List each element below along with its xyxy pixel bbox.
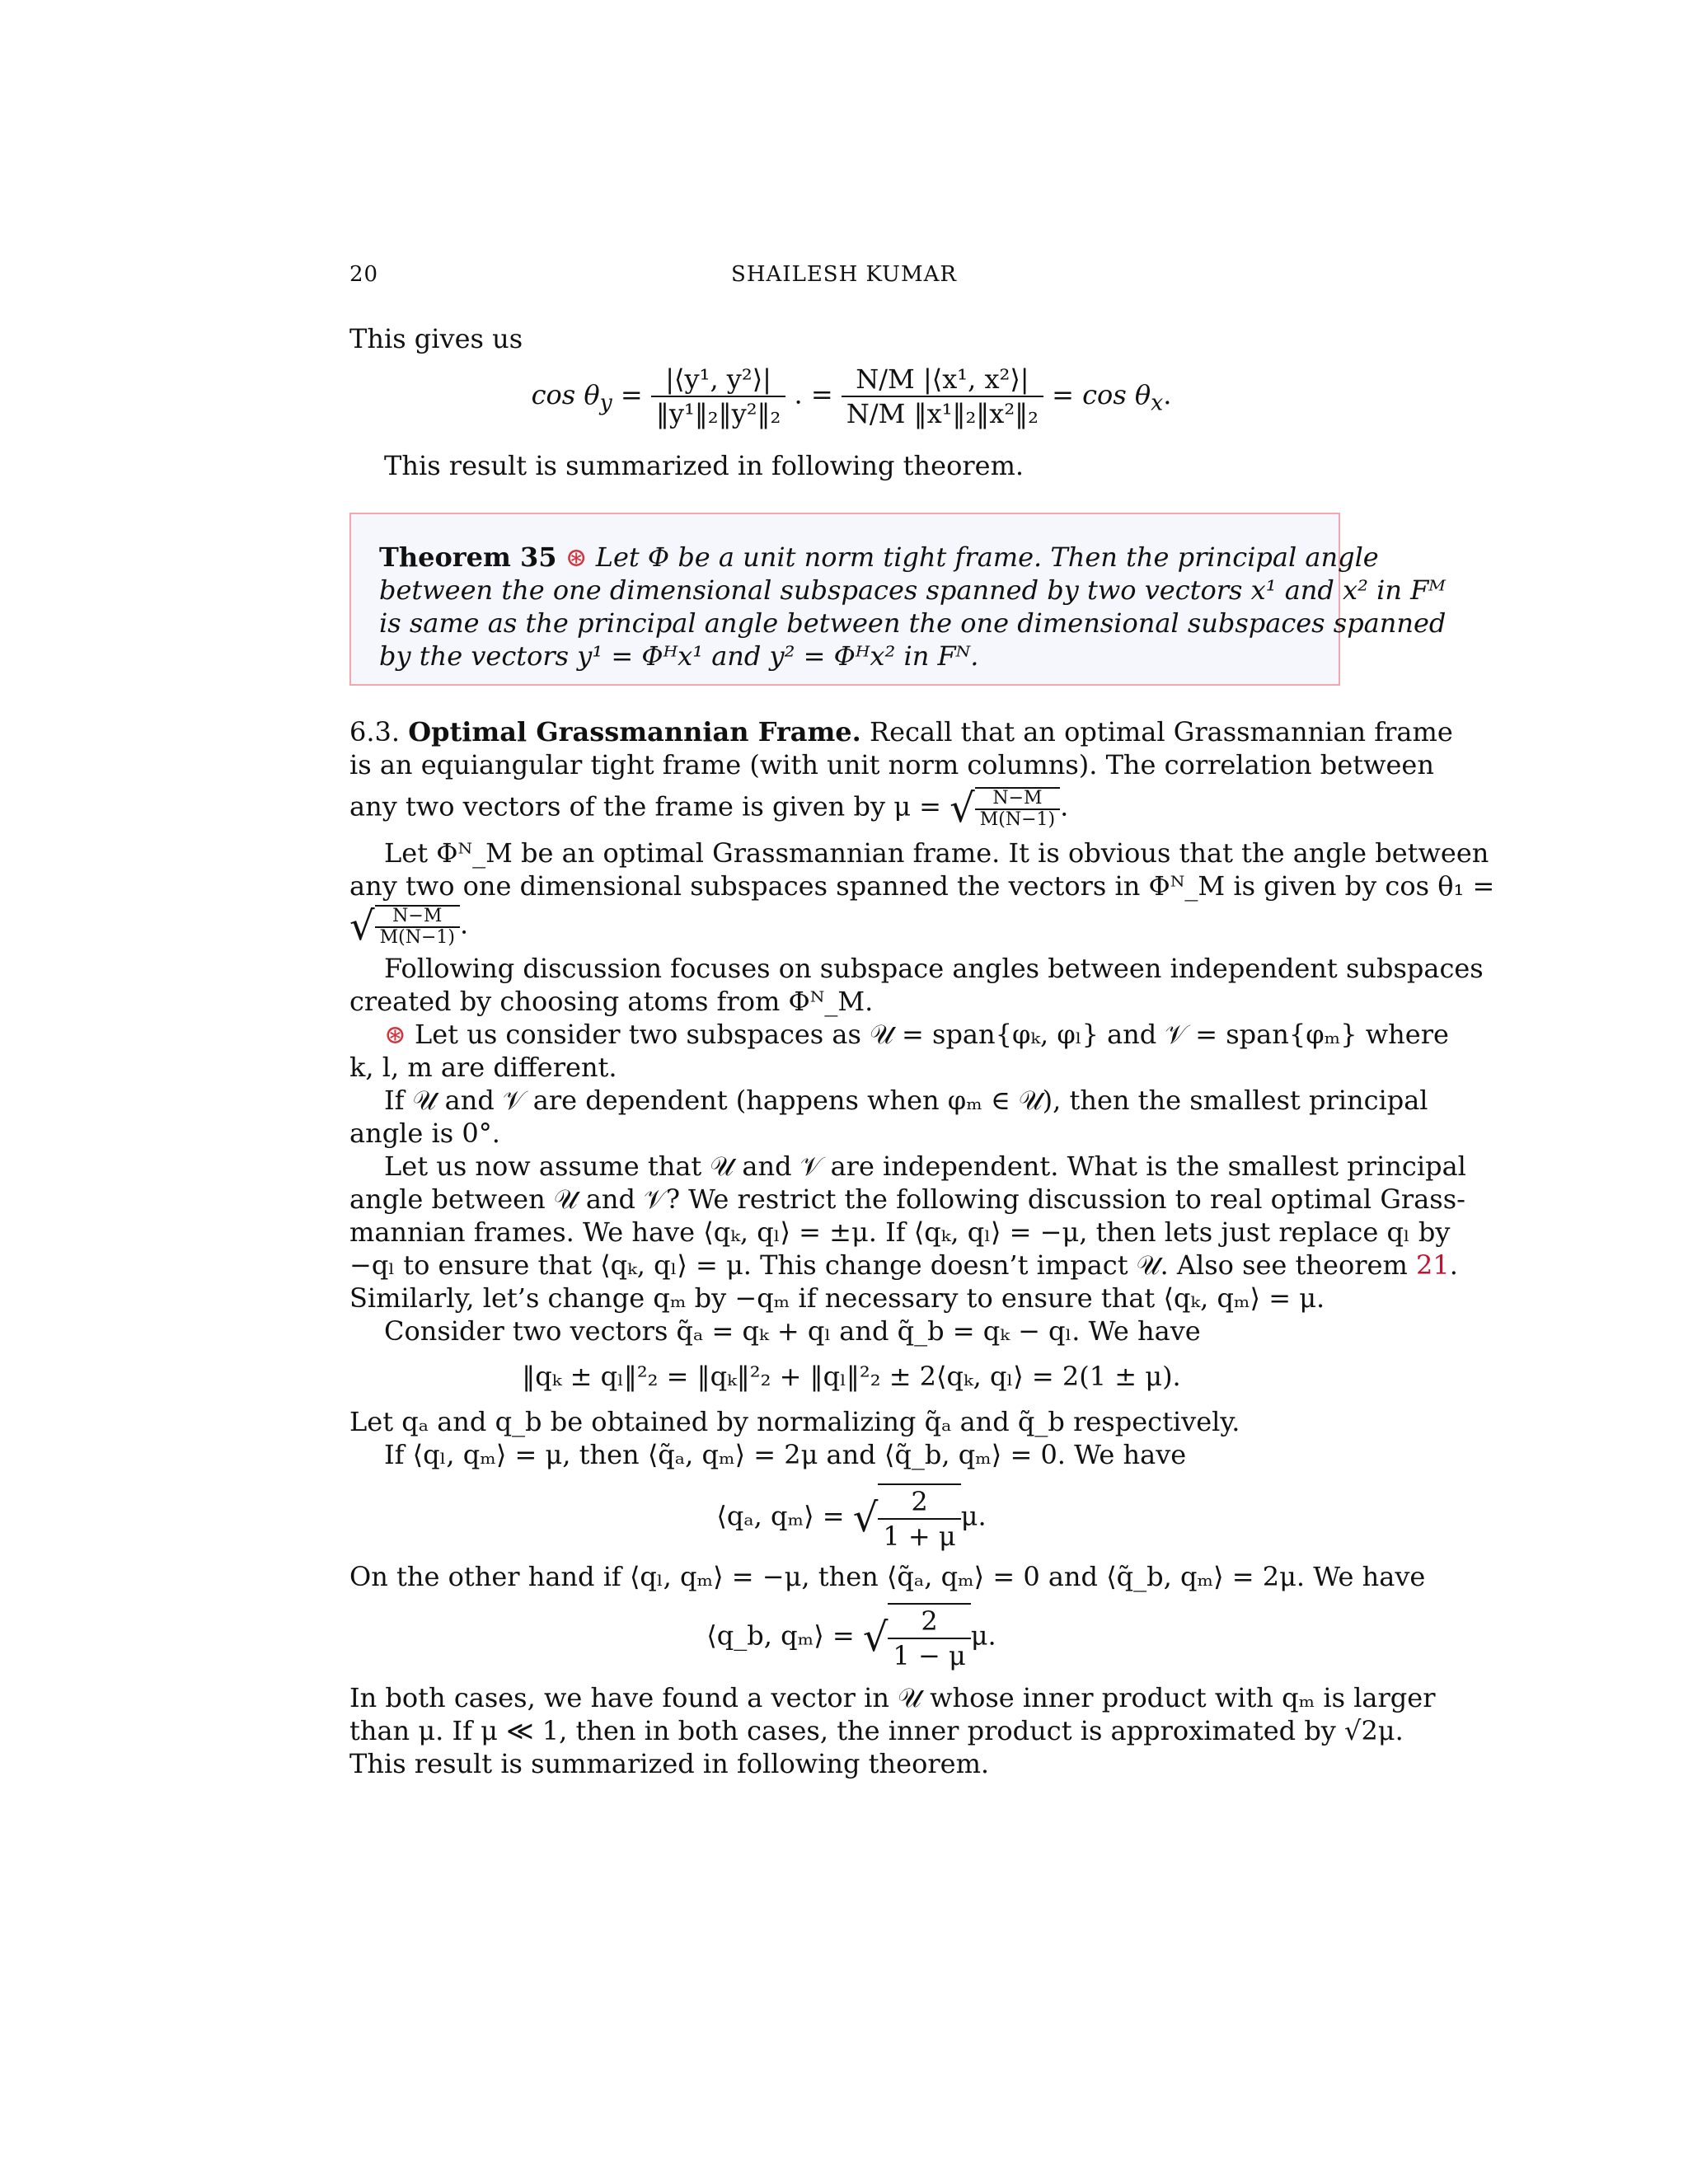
equation-norm: ‖qₖ ± qₗ‖²₂ = ‖qₖ‖²₂ + ‖qₗ‖²₂ ± 2⟨qₖ, qₗ⟩ = 2(1 ± μ). bbox=[522, 1361, 1181, 1392]
p2-line-1: Following discussion focuses on subspace angles between independent subspaces bbox=[384, 953, 1484, 984]
section-line-2: is an equiangular tight frame (with unit norm columns). The correlation between bbox=[349, 749, 1434, 780]
section-line-3: any two vectors of the frame is given by μ = √ $\frac{N-M}{M(N-1)}$ . bbox=[349, 785, 1069, 832]
p5-line-4: −qₗ to ensure that ⟨qₖ, qₗ⟩ = μ. This change doesn’t impact 𝒰. Also see theorem 21. bbox=[349, 1249, 1458, 1281]
p2-line-2: created by choosing atoms from Φᴺ_M. bbox=[349, 986, 874, 1017]
p7-line: Let qₐ and q_b be obtained by normalizing q̃ₐ and q̃_b respectively. bbox=[349, 1406, 1240, 1437]
theorem-line-4: by the vectors y¹ = Φᴴx¹ and y² = Φᴴx² in Fᴺ. bbox=[379, 640, 979, 672]
p1-line-3: √ $\frac{N-M}{M(N-1)}$ . bbox=[349, 903, 469, 949]
p5-line-3: mannian frames. We have ⟨qₖ, qₗ⟩ = ±μ. If ⟨qₖ, qₗ⟩ = −μ, then lets just replace qₗ by bbox=[349, 1216, 1451, 1248]
p10-line-1: In both cases, we have found a vector in 𝒰 whose inner product with qₘ is larger bbox=[349, 1682, 1436, 1713]
p10-line-3: This result is summarized in following theorem. bbox=[349, 1748, 990, 1779]
theorem-line-3: is same as the principal angle between the one dimensional subspaces spanned bbox=[379, 607, 1447, 639]
section-title: Optimal Grassmannian Frame. bbox=[408, 716, 861, 748]
p3-line-2: k, l, m are different. bbox=[349, 1052, 617, 1083]
p4-line-1: If 𝒰 and 𝒱 are dependent (happens when φₘ ∈ 𝒰), then the smallest principal bbox=[384, 1085, 1428, 1116]
p8-line: If ⟨qₗ, qₘ⟩ = μ, then ⟨q̃ₐ, qₘ⟩ = 2μ and ⟨q̃_b, qₘ⟩ = 0. We have bbox=[384, 1439, 1187, 1470]
eq1-fraction-y: $\frac{\text{|⟨y¹, y²⟩|}}{\text{‖y¹‖₂‖y²‖₂}}$ bbox=[651, 363, 785, 430]
eq1-rhs: = $\cos \theta_x$. bbox=[1052, 378, 1172, 415]
p5-line-1: Let us now assume that 𝒰 and 𝒱 are independent. What is the smallest principal bbox=[384, 1151, 1466, 1182]
p6-line: Consider two vectors q̃ₐ = qₖ + qₗ and q̃_b = qₖ − qₗ. We have bbox=[384, 1315, 1201, 1347]
theorem-label: Theorem 35 bbox=[379, 541, 557, 573]
eq1-fraction-x: $\frac{\text{N/M |⟨x¹, x²⟩|}}{\text{N/M ‖x¹‖₂‖x²‖₂}}$ bbox=[842, 363, 1043, 430]
star-icon: ⊛ bbox=[384, 1019, 406, 1050]
section-heading-line: 6.3. Optimal Grassmannian Frame. Recall that an optimal Grassmannian frame bbox=[349, 716, 1453, 748]
summary-line: This result is summarized in following theorem. bbox=[384, 450, 1025, 481]
intro-line: This gives us bbox=[349, 323, 523, 354]
equation-qa: ⟨qₐ, qₘ⟩ = √ $\frac{2}{1 + \mu}$ μ. bbox=[349, 1483, 1353, 1558]
theorem-line-1: Theorem 35 ⊛ Let Φ be a unit norm tight frame. Then the principal angle bbox=[379, 541, 1379, 573]
eq1-lhs: $\cos \theta_y$ = bbox=[531, 378, 643, 415]
p3-line-1: ⊛ Let us consider two subspaces as 𝒰 = span{φₖ, φₗ} and 𝒱 = span{φₘ} where bbox=[384, 1019, 1449, 1050]
theorem-box bbox=[349, 513, 1447, 686]
page-number: 20 bbox=[349, 262, 379, 287]
equation-qb: ⟨q_b, qₘ⟩ = √ $\frac{2}{1 - \mu}$ μ. bbox=[349, 1603, 1353, 1677]
p1-line-1: Let Φᴺ_M be an optimal Grassmannian frame. It is obvious that the angle between bbox=[384, 837, 1489, 869]
p10-line-2: than μ. If μ ≪ 1, then in both cases, the inner product is approximated by √2μ. bbox=[349, 1715, 1404, 1746]
theorem-reference-link[interactable]: 21 bbox=[1415, 1249, 1450, 1281]
star-icon: ⊛ bbox=[565, 541, 588, 573]
running-title: SHAILESH KUMAR bbox=[731, 262, 957, 287]
section-number: 6.3. bbox=[349, 716, 401, 748]
p9-line: On the other hand if ⟨qₗ, qₘ⟩ = −μ, then ⟨q̃ₐ, qₘ⟩ = 0 and ⟨q̃_b, qₘ⟩ = 2μ. We have bbox=[349, 1561, 1426, 1592]
p4-line-2: angle is 0°. bbox=[349, 1118, 500, 1149]
sqrt-mu: √ $\frac{N-M}{M(N-1)}$ bbox=[950, 787, 1060, 830]
p5-line-5: Similarly, let’s change qₘ by −qₘ if necessary to ensure that ⟨qₖ, qₘ⟩ = μ. bbox=[349, 1282, 1325, 1314]
theorem-line-2: between the one dimensional subspaces spanned by two vectors x¹ and x² in Fᴹ bbox=[379, 574, 1446, 606]
p5-line-2: angle between 𝒰 and 𝒱? We restrict the following discussion to real optimal Grass- bbox=[349, 1183, 1465, 1215]
equation-cos-theta: $\cos \theta_y$ = $\frac{\text{|⟨y¹, y²⟩|}}{\text{‖y¹‖₂‖y²‖₂}}$ . = $\frac{\text{N/M |⟨x¹, x²⟩|}}{\text{N/M ‖x¹‖₂‖x²‖₂}}$ = $\cos \theta_x$. bbox=[531, 363, 1172, 429]
p1-line-2: any two one dimensional subspaces spanned the vectors in Φᴺ_M is given by cos θ₁ = bbox=[349, 870, 1495, 902]
